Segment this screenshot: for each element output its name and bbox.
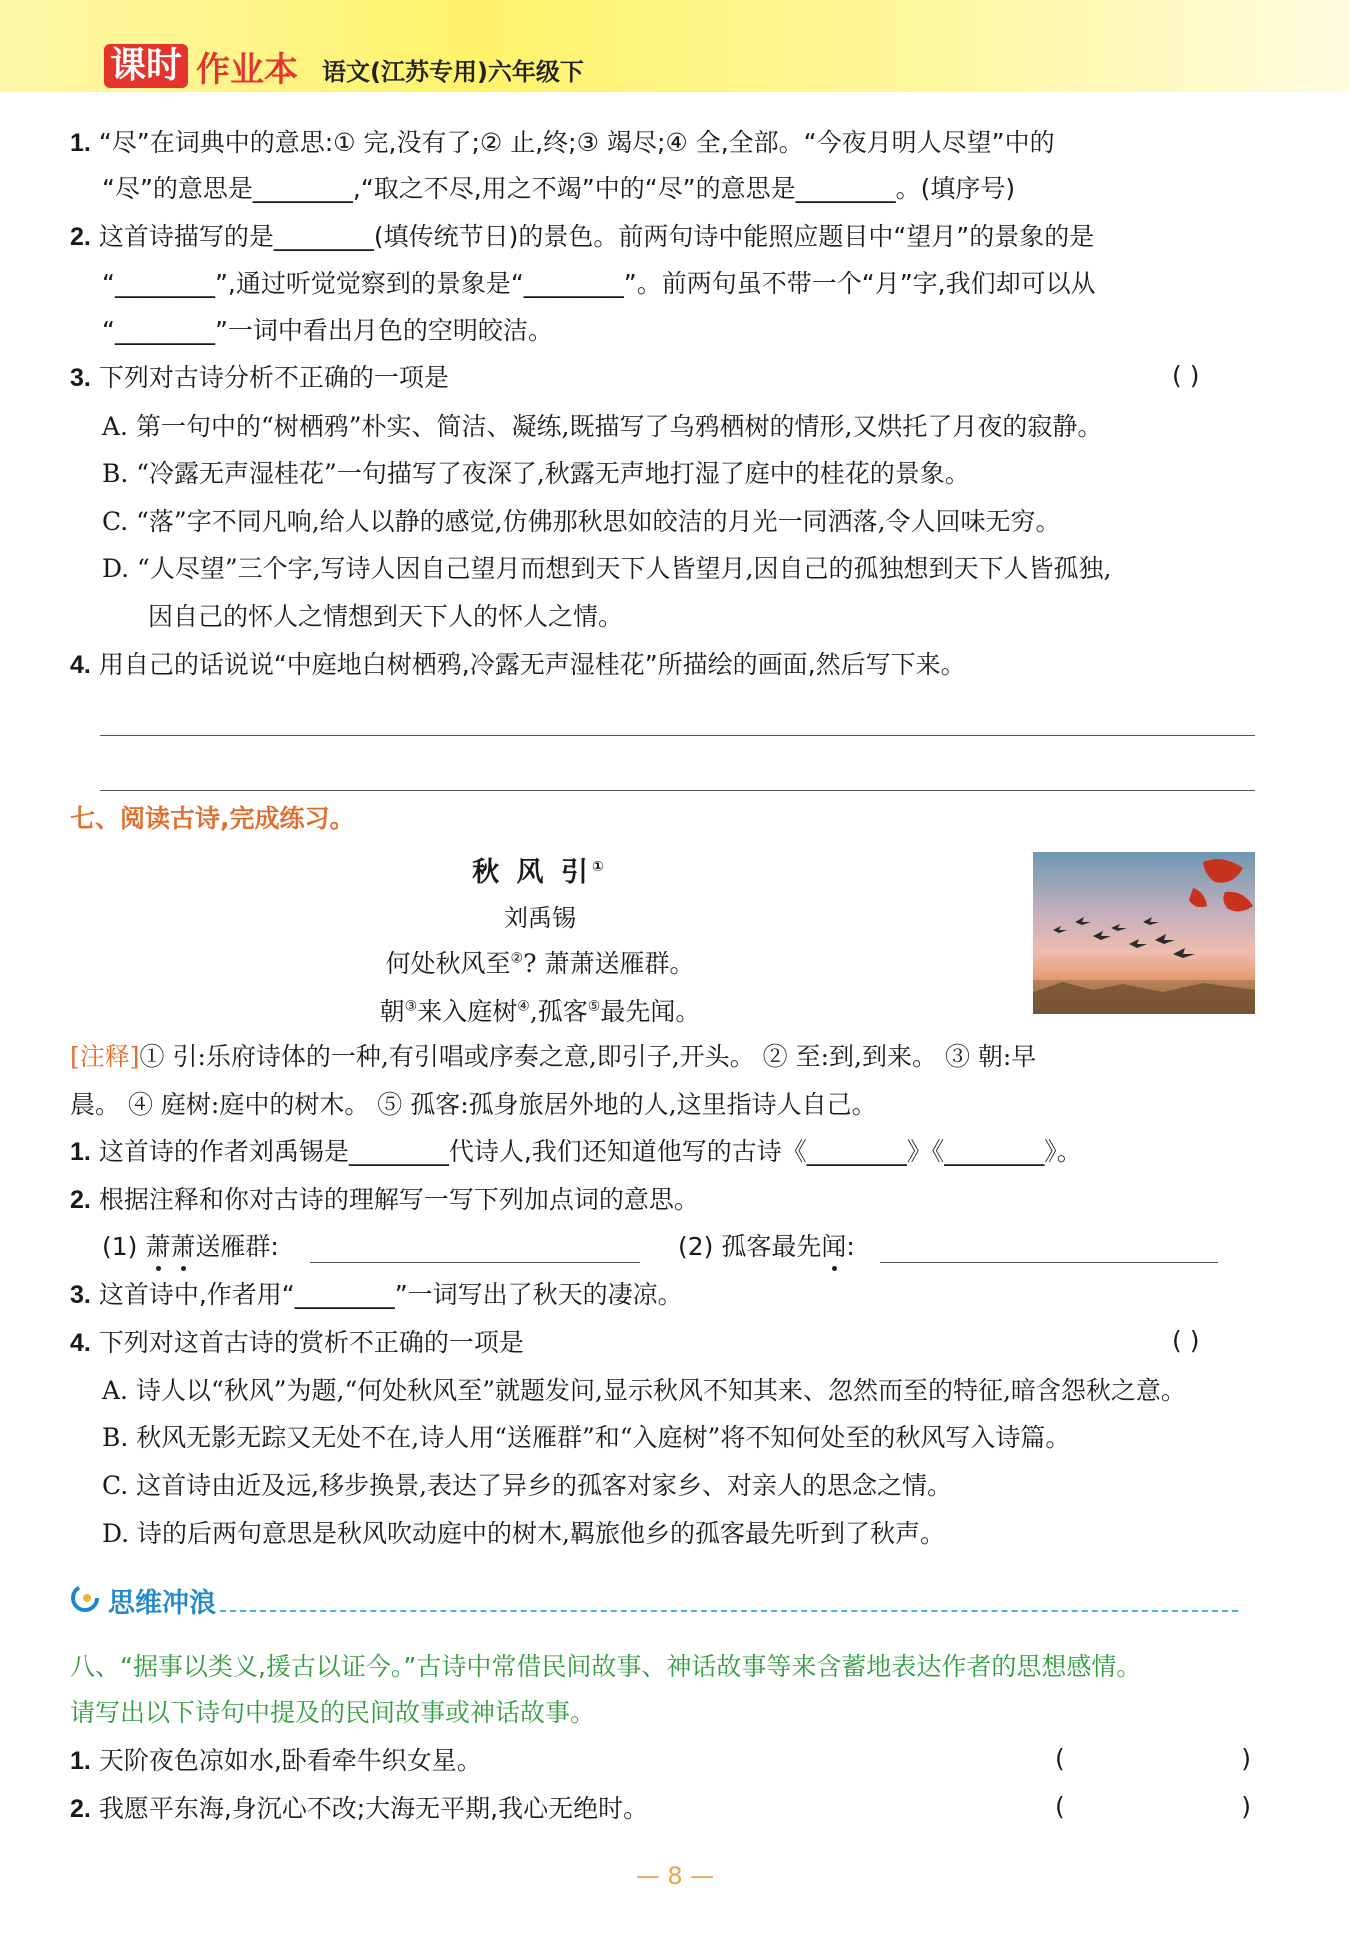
subject-label: 语文(江苏专用)六年级下 (322, 58, 584, 86)
autumn-geese-illustration (1033, 852, 1255, 1014)
q7-4-question: 4. 下列对这首古诗的赏析不正确的一项是 (70, 1328, 524, 1357)
logo-text: 作业本 (196, 49, 299, 90)
page-number: — 8 — (635, 1862, 715, 1890)
answer-paren: ( ) (1172, 361, 1200, 390)
answer-line[interactable] (880, 1262, 1218, 1263)
q7-3: 3. 这首诗中,作者用“________”一词写出了秋天的凄凉。 (70, 1280, 683, 1309)
swirl-icon (70, 1583, 100, 1617)
poem-line-1: 何处秋风至②? 萧萧送雁群。 (385, 949, 695, 978)
answer-line[interactable] (310, 1262, 640, 1263)
q7-2-item2: (2) 孤客最先闻: (678, 1230, 855, 1264)
q6-3-option-c: C. “落”字不同凡响,给人以静的感觉,仿佛那秋思如皎洁的月光一同洒落,令人回味无穷。 (102, 507, 1061, 536)
siwei-title: 思维冲浪 (108, 1587, 216, 1619)
q7-2-item1: (1) 萧萧送雁群: (102, 1230, 279, 1264)
q8-2: 2. 我愿平东海,身沉心不改;大海无平期,我心无绝时。 (70, 1794, 649, 1823)
writing-line[interactable] (100, 790, 1255, 791)
q6-1-line1: 1. “尽”在词典中的意思:① 完,没有了;② 止,终;③ 竭尽;④ 全,全部。“今夜月明人尽望”中的 (70, 128, 1055, 157)
section-7-title: 七、阅读古诗,完成练习。 (70, 804, 355, 833)
brand-logo (104, 44, 298, 88)
q7-1: 1. 这首诗的作者刘禹锡是________代诗人,我们还知道他写的古诗《________》《________》。 (70, 1137, 1082, 1166)
poem-author: 刘禹锡 (504, 904, 576, 932)
poem-notes-line1: [注释]① 引:乐府诗体的一种,有引唱或序奏之意,即引子,开头。 ② 至:到,到来。 ③ 朝:早 (70, 1042, 1037, 1071)
q6-1-line2: “尽”的意思是________,“取之不尽,用之不竭”中的“尽”的意思是________。(填序号) (102, 174, 1016, 203)
poem-line-2: 朝③来入庭树④,孤客⑤最先闻。 (379, 997, 701, 1026)
q6-2-line1: 2. 这首诗描写的是________(填传统节日)的景色。前两句诗中能照应题目中“望月”的景象的是 (70, 222, 1095, 251)
section-divider (220, 1610, 1238, 1612)
answer-paren: ( ) (1172, 1326, 1200, 1355)
q6-3-option-a: A. 第一句中的“树栖鸦”朴实、简洁、凝练,既描写了乌鸦栖树的情形,又烘托了月夜的寂静。 (102, 412, 1103, 441)
q7-4-option-c: C. 这首诗由近及远,移步换景,表达了异乡的孤客对家乡、对亲人的思念之情。 (102, 1471, 953, 1500)
poem-notes-line2: 晨。 ④ 庭树:庭中的树木。 ⑤ 孤客:孤身旅居外地的人,这里指诗人自己。 (70, 1090, 877, 1119)
q6-3-option-b: B. “冷露无声湿桂花”一句描写了夜深了,秋露无声地打湿了庭中的桂花的景象。 (102, 459, 970, 488)
notes-tag: [注释] (70, 1042, 140, 1071)
q7-4-option-b: B. 秋风无影无踪又无处不在,诗人用“送雁群”和“入庭树”将不知何处至的秋风写入诗篇。 (102, 1423, 1071, 1452)
logo-mark: 课时 (104, 44, 188, 88)
q7-4-option-d: D. 诗的后两句意思是秋风吹动庭中的树木,羁旅他乡的孤客最先听到了秋声。 (102, 1519, 945, 1548)
section-8-intro-2: 请写出以下诗句中提及的民间故事或神话故事。 (70, 1698, 596, 1727)
siwei-heading (70, 1581, 216, 1619)
q7-2: 2. 根据注释和你对古诗的理解写一写下列加点词的意思。 (70, 1185, 699, 1214)
poem-title: 秋 风 引① (472, 857, 608, 888)
q6-3-option-d: D. “人尽望”三个字,写诗人因自己望月而想到天下人皆望月,因自己的孤独想到天下人皆孤独, (102, 554, 1112, 583)
q6-3-option-d-cont: 因自己的怀人之情想到天下人的怀人之情。 (148, 602, 624, 631)
q6-4-question: 4. 用自己的话说说“中庭地白树栖鸦,冷露无声湿桂花”所描绘的画面,然后写下来。 (70, 650, 966, 679)
q6-2-line3: “________”一词中看出月色的空明皎洁。 (102, 316, 553, 345)
section-8-intro-1: 八、“据事以类义,援古以证今。”古诗中常借民间故事、神话故事等来含蓄地表达作者的思想感情。 (70, 1652, 1142, 1681)
writing-line[interactable] (100, 735, 1255, 736)
q6-3-question: 3. 下列对古诗分析不正确的一项是 (70, 363, 449, 392)
q8-1: 1. 天阶夜色凉如水,卧看牵牛织女星。 (70, 1746, 482, 1775)
q6-2-line2: “________”,通过听觉觉察到的景象是“________”。前两句虽不带一个“月”字,我们却可以从 (102, 269, 1096, 298)
q7-4-option-a: A. 诗人以“秋风”为题,“何处秋风至”就题发问,显示秋风不知其来、忽然而至的特征,暗含怨秋之意。 (102, 1376, 1186, 1405)
